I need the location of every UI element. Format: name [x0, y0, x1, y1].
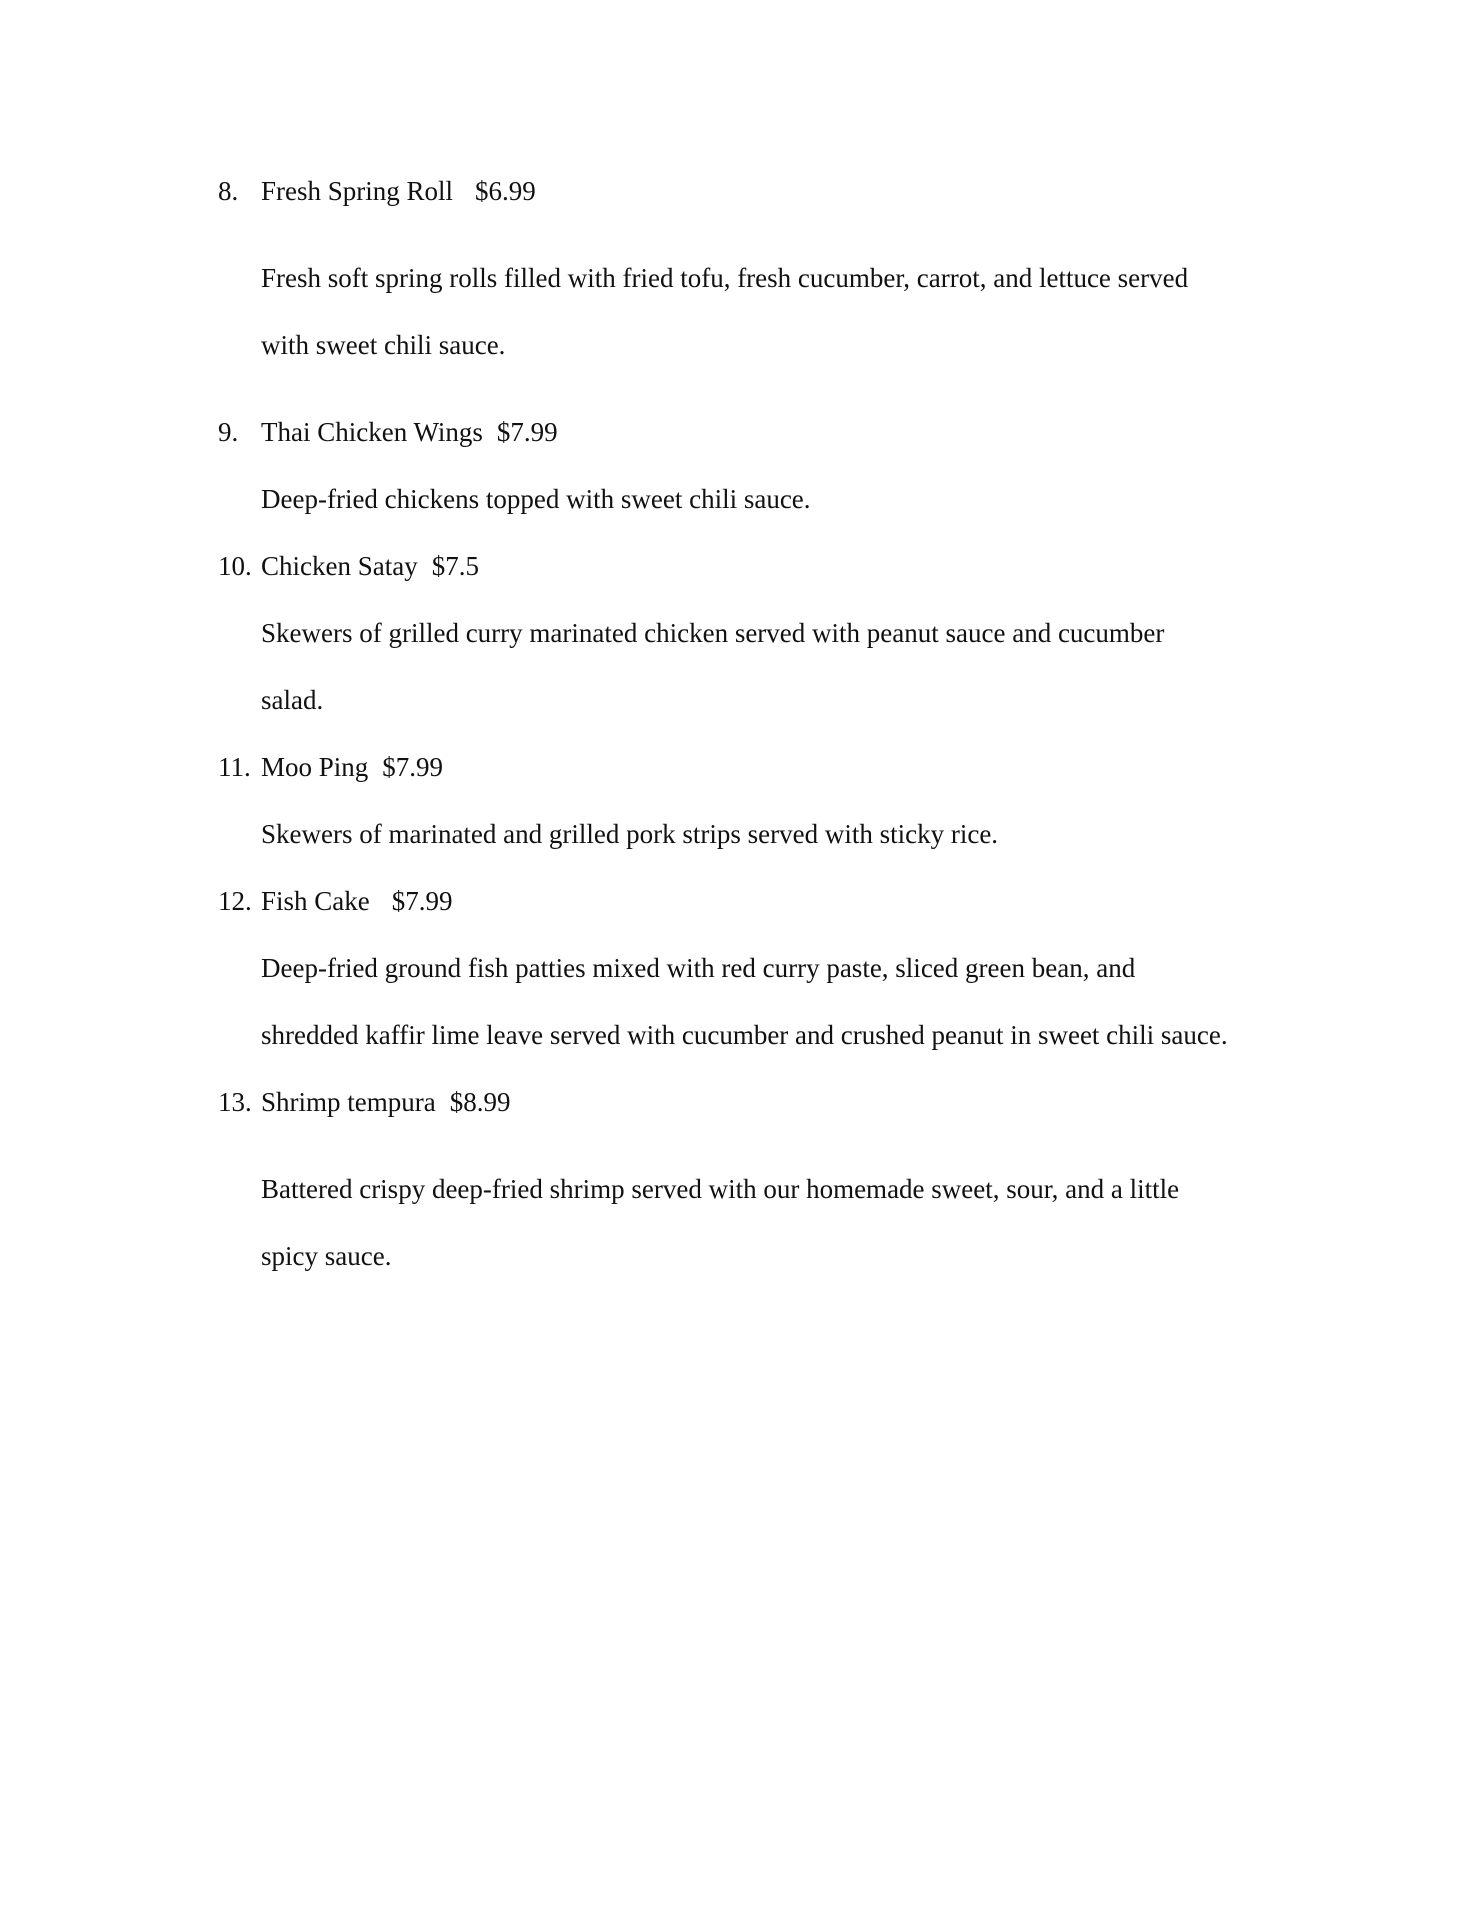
- item-title: [261, 884, 453, 918]
- item-price: $7.5: [431, 551, 479, 581]
- item-number: 8.: [218, 176, 239, 206]
- item-description-line: shredded kaffir lime leave served with cucumber and crushed peanut in sweet chili sauce.: [261, 1020, 1228, 1050]
- item-name: Thai Chicken Wings: [261, 417, 483, 447]
- item-price: $6.99: [475, 176, 536, 206]
- item-description-line: Skewers of grilled curry marinated chicken served with peanut sauce and cucumber: [261, 618, 1165, 648]
- item-name: Moo Ping: [261, 752, 369, 782]
- item-description-line: with sweet chili sauce.: [261, 330, 506, 360]
- item-number: 9.: [218, 417, 239, 447]
- item-description-line: Skewers of marinated and grilled pork strips served with sticky rice.: [261, 819, 999, 849]
- item-price: $7.99: [391, 886, 453, 916]
- item-number: 12.: [218, 886, 252, 916]
- item-title: [261, 1085, 510, 1119]
- item-price: $7.99: [496, 417, 558, 447]
- item-title: [261, 750, 443, 784]
- item-title: [261, 174, 536, 208]
- item-price: $8.99: [449, 1087, 511, 1117]
- item-number: 13.: [218, 1087, 252, 1117]
- item-number: 10.: [218, 551, 252, 581]
- item-description-line: Battered crispy deep-fried shrimp served with our homemade sweet, sour, and a little: [261, 1174, 1180, 1204]
- item-name: Shrimp tempura: [261, 1087, 436, 1117]
- item-description-line: spicy sauce.: [261, 1241, 392, 1271]
- item-title: [261, 415, 558, 449]
- item-name: Chicken Satay: [261, 551, 418, 581]
- item-description-line: Deep-fried chickens topped with sweet chili sauce.: [261, 484, 811, 514]
- item-title: [261, 549, 479, 583]
- item-description-line: Deep-fried ground fish patties mixed with red curry paste, sliced green bean, and: [261, 953, 1136, 983]
- item-name: Fish Cake: [261, 886, 370, 916]
- item-name: Fresh Spring Roll: [261, 176, 454, 206]
- item-description-line: Fresh soft spring rolls filled with fried tofu, fresh cucumber, carrot, and lettuce served: [261, 263, 1189, 293]
- item-number: 11.: [218, 752, 251, 782]
- item-price: $7.99: [382, 752, 444, 782]
- item-description-line: salad.: [261, 685, 324, 715]
